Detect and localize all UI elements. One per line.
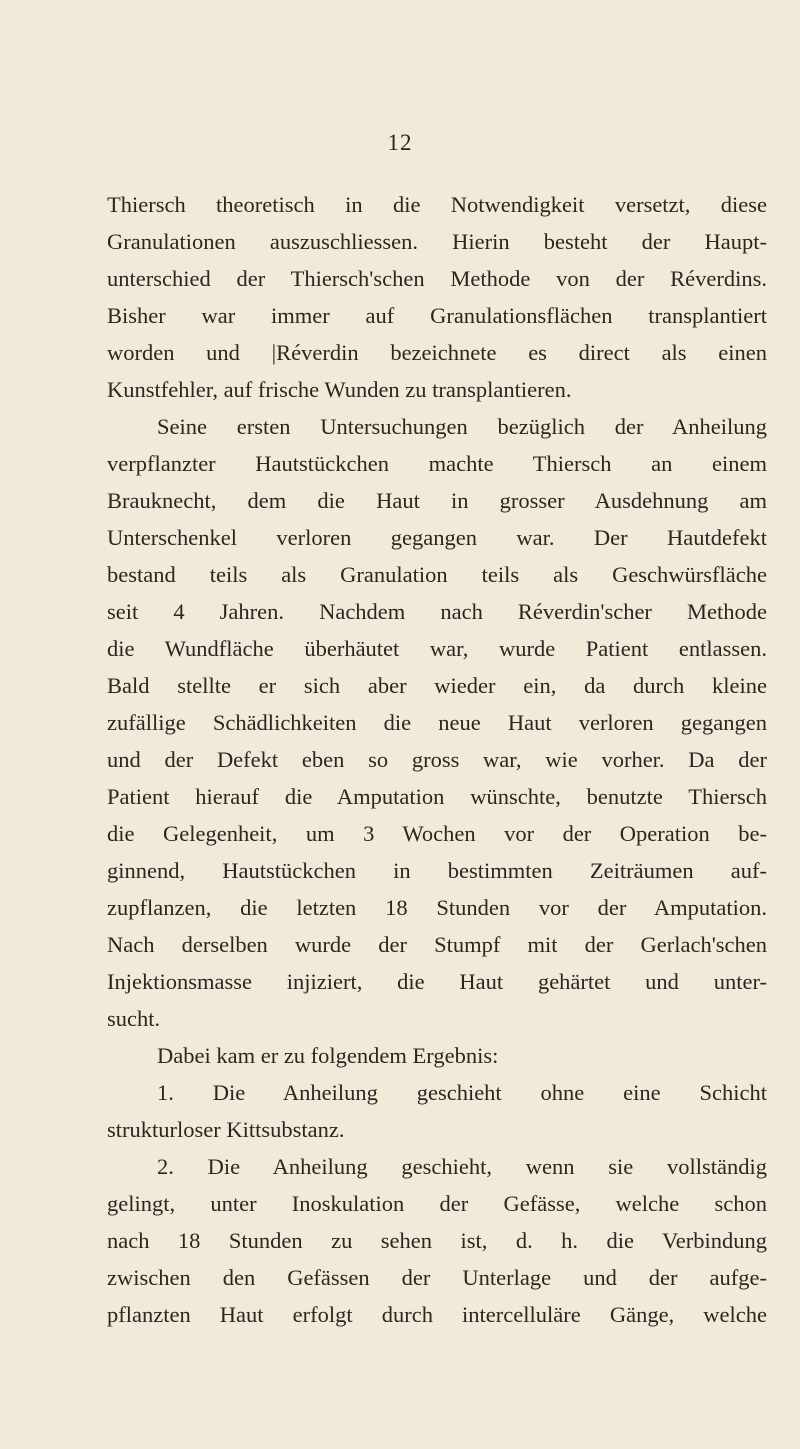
text-line: Unterschenkel verloren gegangen war. Der Hautdefekt: [107, 525, 767, 550]
text-line: pflanzten Haut erfolgt durch intercelluläre Gänge, welche: [107, 1302, 767, 1327]
body-text: [107, 186, 767, 1333]
text-line: Bisher war immer auf Granulationsflächen transplantiert: [107, 303, 767, 328]
text-line: die Gelegenheit, um 3 Wochen vor der Operation be-: [107, 821, 767, 846]
text-line: Seine ersten Untersuchungen bezüglich der Anheilung: [157, 414, 767, 439]
text-line: 1. Die Anheilung geschieht ohne eine Schicht: [157, 1080, 767, 1105]
text-line: Patient hierauf die Amputation wünschte, benutzte Thiersch: [107, 784, 767, 809]
text-line: nach 18 Stunden zu sehen ist, d. h. die Verbindung: [107, 1228, 767, 1253]
text-line: strukturloser Kittsubstanz.: [107, 1117, 345, 1142]
text-line: zupflanzen, die letzten 18 Stunden vor der Amputation.: [107, 895, 767, 920]
text-line: unterschied der Thiersch'schen Methode von der Réverdins.: [107, 266, 767, 291]
text-line: ginnend, Hautstückchen in bestimmten Zeiträumen auf-: [107, 858, 767, 883]
text-line: Nach derselben wurde der Stumpf mit der Gerlach'schen: [107, 932, 767, 957]
page-number: 12: [387, 130, 413, 155]
text-line: worden und |Réverdin bezeichnete es direct als einen: [107, 340, 767, 365]
text-line: zwischen den Gefässen der Unterlage und der aufge-: [107, 1265, 767, 1290]
text-line: seit 4 Jahren. Nachdem nach Réverdin'scher Methode: [107, 599, 767, 624]
text-line: die Wundfläche überhäutet war, wurde Patient entlassen.: [107, 636, 767, 661]
text-line: Brauknecht, dem die Haut in grosser Ausdehnung am: [107, 488, 767, 513]
text-line: bestand teils als Granulation teils als Geschwürsfläche: [107, 562, 767, 587]
text-line: Kunstfehler, auf frische Wunden zu transplantieren.: [107, 377, 572, 402]
text-line: und der Defekt eben so gross war, wie vorher. Da der: [107, 747, 767, 772]
text-line: Thiersch theoretisch in die Notwendigkeit versetzt, diese: [107, 192, 767, 217]
text-line: Granulationen auszuschliessen. Hierin besteht der Haupt-: [107, 229, 767, 254]
text-line: zufällige Schädlichkeiten die neue Haut verloren gegangen: [107, 710, 767, 735]
text-line: verpflanzter Hautstückchen machte Thiersch an einem: [107, 451, 767, 476]
text-line: Bald stellte er sich aber wieder ein, da durch kleine: [107, 673, 767, 698]
text-line: Injektionsmasse injiziert, die Haut gehärtet und unter-: [107, 969, 767, 994]
text-line: gelingt, unter Inoskulation der Gefässe, welche schon: [107, 1191, 767, 1216]
text-line: 2. Die Anheilung geschieht, wenn sie vollständig: [157, 1154, 767, 1179]
text-line: Dabei kam er zu folgendem Ergebnis:: [157, 1043, 499, 1068]
text-line: sucht.: [107, 1006, 161, 1031]
